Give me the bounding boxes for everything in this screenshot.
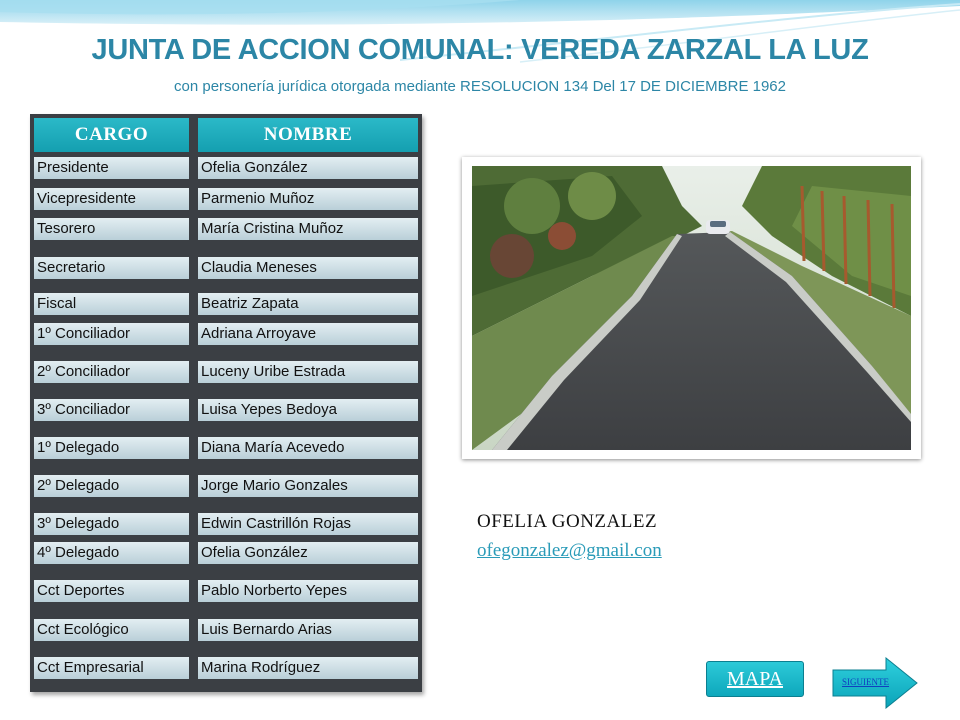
table-row bbox=[34, 657, 418, 679]
nombre-cell: Adriana Arroyave bbox=[198, 323, 418, 345]
cargo-cell: 1º Conciliador bbox=[34, 323, 189, 345]
table-row bbox=[34, 437, 418, 459]
page-title: JUNTA DE ACCION COMUNAL: VEREDA ZARZAL LA LUZ bbox=[91, 34, 869, 66]
table-row bbox=[34, 513, 418, 535]
table-row bbox=[34, 475, 418, 497]
road-photo-illustration bbox=[472, 166, 911, 450]
column-header-nombre: NOMBRE bbox=[198, 118, 418, 152]
officers-table bbox=[30, 114, 422, 692]
column-header-cargo: CARGO bbox=[34, 118, 189, 152]
table-row bbox=[34, 399, 418, 421]
cargo-cell: Cct Ecológico bbox=[34, 619, 189, 641]
nombre-cell: Pablo Norberto Yepes bbox=[198, 580, 418, 602]
nombre-cell: Claudia Meneses bbox=[198, 257, 418, 279]
table-row bbox=[34, 257, 418, 279]
cargo-cell: 3º Delegado bbox=[34, 513, 189, 535]
nombre-cell: Parmenio Muñoz bbox=[198, 188, 418, 210]
cargo-cell: 3º Conciliador bbox=[34, 399, 189, 421]
cargo-cell: Tesorero bbox=[34, 218, 189, 240]
nombre-cell: Luis Bernardo Arias bbox=[198, 619, 418, 641]
nombre-cell: Edwin Castrillón Rojas bbox=[198, 513, 418, 535]
nombre-cell: Luceny Uribe Estrada bbox=[198, 361, 418, 383]
cargo-cell: Vicepresidente bbox=[34, 188, 189, 210]
table-row bbox=[34, 157, 418, 179]
mapa-button-label: MAPA bbox=[727, 667, 783, 690]
table-row bbox=[34, 580, 418, 602]
mapa-button[interactable] bbox=[706, 661, 804, 697]
table-row bbox=[34, 361, 418, 383]
cargo-cell: Fiscal bbox=[34, 293, 189, 315]
table-row bbox=[34, 293, 418, 315]
cargo-cell: Secretario bbox=[34, 257, 189, 279]
page-subtitle: con personería jurídica otorgada mediante RESOLUCION 134 Del 17 DE DICIEMBRE 1962 bbox=[174, 78, 786, 95]
nombre-cell: Beatriz Zapata bbox=[198, 293, 418, 315]
road-photo bbox=[472, 166, 911, 450]
table-row bbox=[34, 542, 418, 564]
contact-name: OFELIA GONZALEZ bbox=[477, 511, 658, 532]
nombre-cell: Luisa Yepes Bedoya bbox=[198, 399, 418, 421]
nombre-cell: Ofelia González bbox=[198, 542, 418, 564]
nombre-cell: Ofelia González bbox=[198, 157, 418, 179]
next-button[interactable] bbox=[832, 657, 918, 709]
contact-email-link[interactable]: ofegonzalez@gmail.con bbox=[477, 540, 662, 561]
cargo-cell: 1º Delegado bbox=[34, 437, 189, 459]
road-photo-frame bbox=[462, 157, 921, 459]
nombre-cell: María Cristina Muñoz bbox=[198, 218, 418, 240]
cargo-cell: 2º Conciliador bbox=[34, 361, 189, 383]
cargo-cell: 2º Delegado bbox=[34, 475, 189, 497]
cargo-cell: Presidente bbox=[34, 157, 189, 179]
cargo-cell: Cct Deportes bbox=[34, 580, 189, 602]
next-button-label: SIGUIENTE bbox=[842, 677, 889, 687]
nombre-cell: Diana María Acevedo bbox=[198, 437, 418, 459]
nombre-cell: Marina Rodríguez bbox=[198, 657, 418, 679]
table-row bbox=[34, 323, 418, 345]
nombre-cell: Jorge Mario Gonzales bbox=[198, 475, 418, 497]
table-row bbox=[34, 218, 418, 240]
table-row bbox=[34, 188, 418, 210]
cargo-cell: 4º Delegado bbox=[34, 542, 189, 564]
cargo-cell: Cct Empresarial bbox=[34, 657, 189, 679]
table-row bbox=[34, 619, 418, 641]
